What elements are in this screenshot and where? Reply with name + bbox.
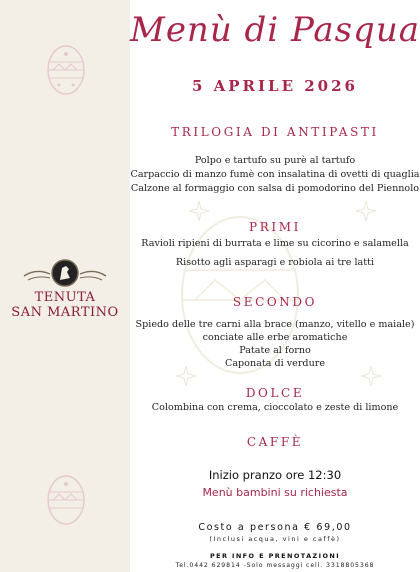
menu-item: Carpaccio di manzo fumè con insalatina di ovetti di quaglia bbox=[130, 169, 420, 180]
section-heading-antipasti: TRILOGIA DI ANTIPASTI bbox=[171, 125, 379, 139]
menu-item: Colombina con crema, cioccolato e zeste di limone bbox=[151, 402, 399, 413]
menu-item: Polpo e tartufo su purè al tartufo bbox=[194, 155, 356, 166]
rooster-logo-icon bbox=[22, 258, 108, 288]
section-heading-secondo: SECONDO bbox=[232, 295, 318, 309]
menu-item: Ravioli ripieni di burrata e lime su cicorino e salamella bbox=[141, 238, 409, 249]
event-date: 5 APRILE 2026 bbox=[191, 77, 358, 95]
menu-item: conciate alle erbe aromatiche bbox=[202, 332, 348, 343]
brand-name bbox=[0, 290, 130, 320]
contact-info: Tel.0442 629814 -Solo messaggi cell. 3318805368 bbox=[175, 562, 375, 569]
brand-line-2: SAN MARTINO bbox=[11, 305, 119, 320]
info-title: PER INFO E PRENOTAZIONI bbox=[209, 552, 341, 560]
menu-item: Calzone al formaggio con salsa di pomodorino del Piennolo bbox=[130, 183, 420, 194]
menu-item: Spiedo delle tre carni alla brace (manzo, vitello e maiale) bbox=[135, 319, 415, 330]
page-title: Menù di Pasqua bbox=[130, 10, 420, 50]
easter-egg-icon bbox=[45, 40, 87, 96]
price: Costo a persona € 69,00 bbox=[198, 522, 352, 533]
section-heading-primi: PRIMI bbox=[249, 220, 301, 234]
price-note: (Inclusi acqua, vini e caffè) bbox=[209, 535, 341, 543]
easter-egg-icon bbox=[45, 470, 87, 526]
kids-menu-note: Menù bambini su richiesta bbox=[202, 486, 348, 499]
section-heading-dolce: DOLCE bbox=[245, 386, 305, 400]
section-heading-caffe: CAFFÈ bbox=[246, 435, 304, 449]
lunch-time: Inizio pranzo ore 12:30 bbox=[208, 468, 342, 482]
sidebar bbox=[0, 0, 130, 572]
menu-item: Caponata di verdure bbox=[224, 358, 326, 369]
menu-content bbox=[130, 0, 420, 572]
brand-line-1: TENUTA bbox=[34, 290, 96, 305]
menu-item: Risotto agli asparagi e robiola ai tre latti bbox=[175, 257, 375, 268]
menu-item: Patate al forno bbox=[239, 345, 311, 356]
